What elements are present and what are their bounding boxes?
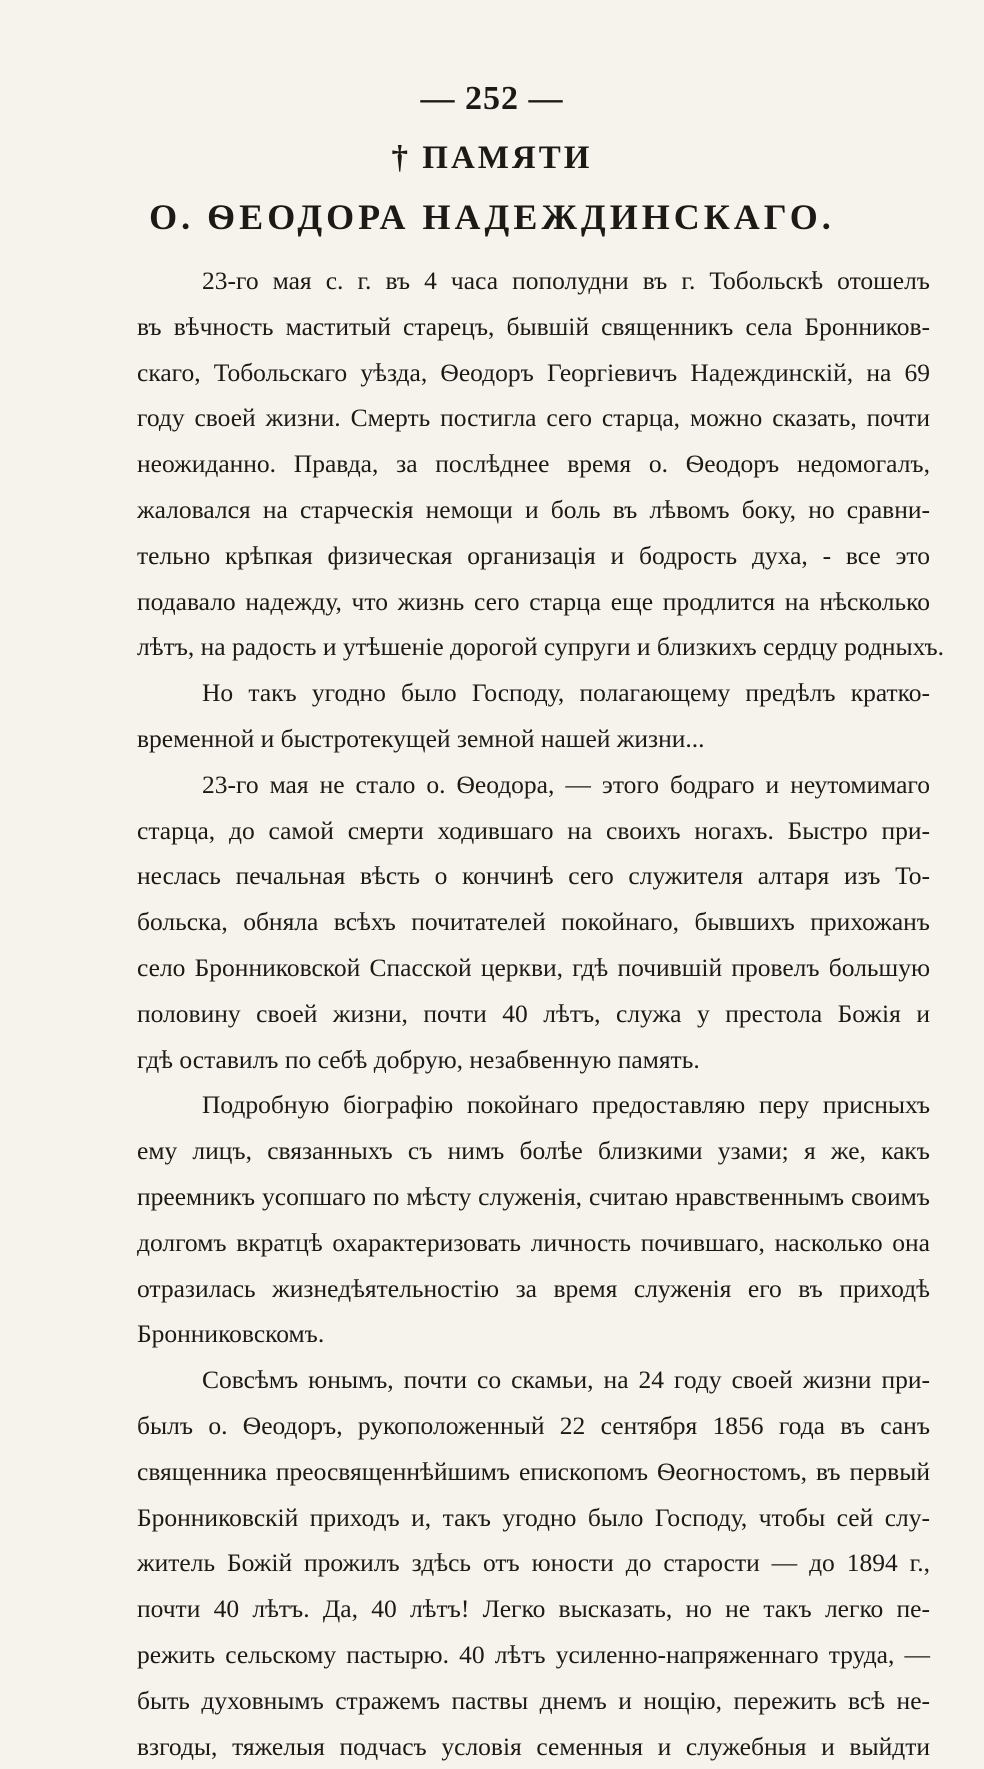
text-line: лѣтъ, на радость и утѣшеніе дорогой супруги и близкихъ сердцу родныхъ. (137, 624, 930, 670)
text-line: старца, до самой смерти ходившаго на своихъ ногахъ. Быстро при- (137, 808, 930, 854)
text-line: Совсѣмъ юнымъ, почти со скамьи, на 24 году своей жизни при- (137, 1357, 930, 1403)
text-line: 23-го мая с. г. въ 4 часа пополудни въ г. Тобольскѣ отошелъ (137, 258, 930, 304)
text-line: преемникъ усопшаго по мѣсту служенія, считаю нравственнымъ своимъ (137, 1174, 930, 1220)
text-line: ему лицъ, связанныхъ съ нимъ болѣе близкими узами; я же, какъ (137, 1128, 930, 1174)
text-line: режить сельскому пастырю. 40 лѣтъ усиленно-напряженнаго труда, — (137, 1632, 930, 1678)
text-line: гдѣ оставилъ по себѣ добрую, незабвенную память. (137, 1037, 930, 1083)
body-text (137, 258, 930, 1769)
text-line: священника преосвященнѣйшимъ епископомъ Ѳеогностомъ, въ первый (137, 1449, 930, 1495)
text-line: почти 40 лѣтъ. Да, 40 лѣтъ! Легко высказать, но не такъ легко пе- (137, 1586, 930, 1632)
text-line: году своей жизни. Смерть постигла сего старца, можно сказать, почти (137, 395, 930, 441)
text-line: Бронниковскомъ. (137, 1311, 930, 1357)
text-line: Но такъ угодно было Господу, полагающему предѣлъ кратко- (137, 670, 930, 716)
text-line: Бронниковскій приходъ и, такъ угодно было Господу, чтобы сей слу- (137, 1495, 930, 1541)
text-line: неслась печальная вѣсть о кончинѣ сего служителя алтаря изъ То- (137, 853, 930, 899)
text-line: неожиданно. Правда, за послѣднее время о. Ѳеодоръ недомогалъ, (137, 441, 930, 487)
page-number: — 252 — (0, 80, 984, 118)
text-line: былъ о. Ѳеодоръ, рукоположенный 22 сентября 1856 года въ санъ (137, 1403, 930, 1449)
text-line: быть духовнымъ стражемъ паствы днемъ и нощію, пережить всѣ не- (137, 1678, 930, 1724)
text-line: больска, обняла всѣхъ почитателей покойнаго, бывшихъ прихожанъ (137, 899, 930, 945)
text-line: скаго, Тобольскаго уѣзда, Ѳеодоръ Георгіевичъ Надеждинскій, на 69 (137, 350, 930, 396)
text-line: подавало надежду, что жизнь сего старца еще продлится на нѣсколько (137, 579, 930, 625)
text-line: временной и быстротекущей земной нашей жизни... (137, 716, 930, 762)
title-line-2: О. ѲЕОДОРА НАДЕЖДИНСКАГО. (0, 196, 984, 238)
text-line: село Бронниковской Спасской церкви, гдѣ почившій провелъ большую (137, 945, 930, 991)
text-line: въ вѣчность маститый старецъ, бывшій священникъ села Бронников- (137, 304, 930, 350)
text-line: взгоды, тяжелыя подчасъ условія семенныя и служебныя и выйдти (137, 1724, 930, 1769)
title-line-1: † ПАМЯТИ (0, 140, 984, 177)
text-line: долгомъ вкратцѣ охарактеризовать личность почившаго, насколько она (137, 1220, 930, 1266)
text-line: половину своей жизни, почти 40 лѣтъ, служа у престола Божія и (137, 991, 930, 1037)
text-line: отразилась жизнедѣятельностію за время служенія его въ приходѣ (137, 1266, 930, 1312)
text-line: 23-го мая не стало о. Ѳеодора, — этого бодраго и неутомимаго (137, 762, 930, 808)
text-line: Подробную біографію покойнаго предоставляю перу присныхъ (137, 1082, 930, 1128)
text-line: тельно крѣпкая физическая организація и бодрость духа, - все это (137, 533, 930, 579)
text-line: житель Божій прожилъ здѣсь отъ юности до старости — до 1894 г., (137, 1540, 930, 1586)
text-line: жаловался на старческія немощи и боль въ лѣвомъ боку, но сравни- (137, 487, 930, 533)
